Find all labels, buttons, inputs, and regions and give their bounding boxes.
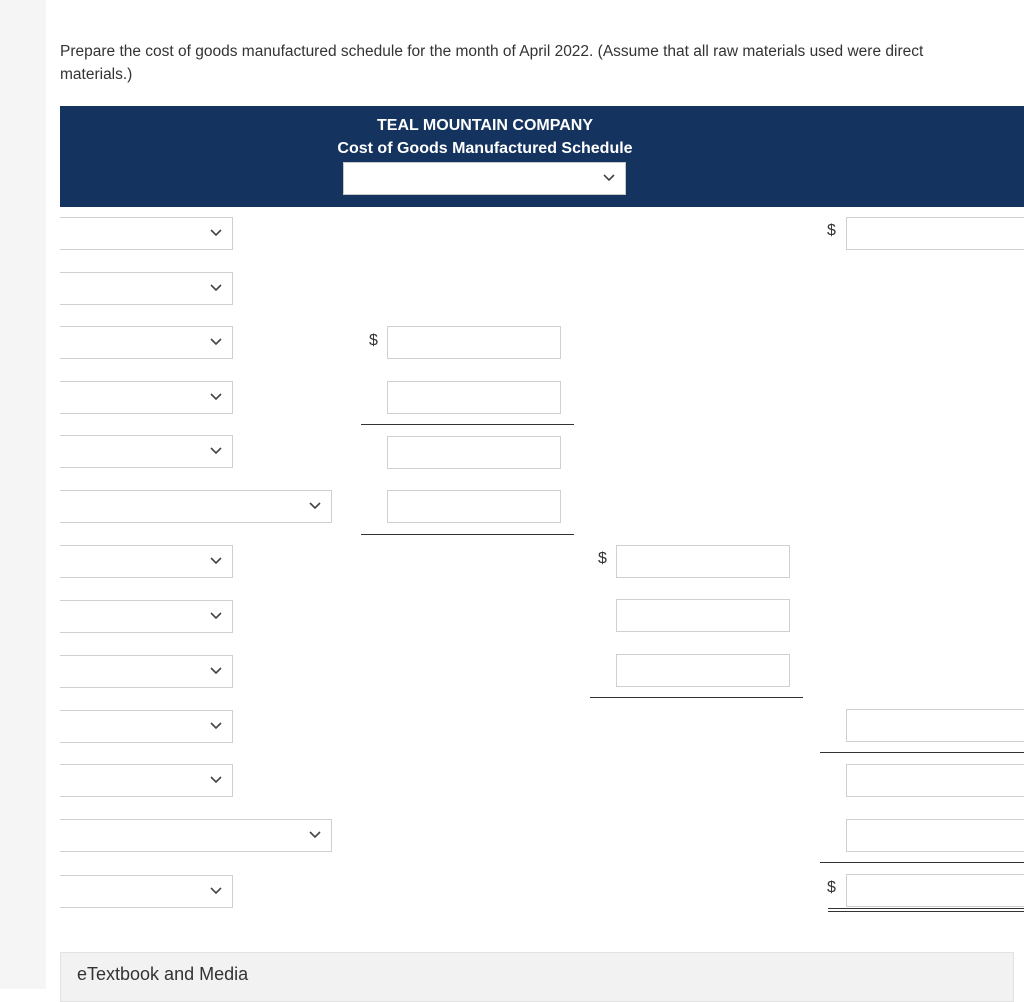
row-1-amount-input[interactable] — [846, 217, 1024, 250]
chevron-down-icon — [209, 335, 223, 349]
chevron-down-icon — [209, 773, 223, 787]
row-9-amount-input[interactable] — [616, 654, 790, 687]
row-10-amount-input[interactable] — [846, 709, 1024, 742]
row-4-amount-input[interactable] — [387, 381, 561, 414]
dollar-sign: $ — [369, 332, 378, 349]
chevron-down-icon — [209, 609, 223, 623]
row-4-account-select[interactable] — [60, 381, 233, 414]
row-8-amount-input[interactable] — [616, 599, 790, 632]
row-1-account-select[interactable] — [60, 217, 233, 250]
row-7-amount-input[interactable] — [616, 545, 790, 578]
row-13-amount-input[interactable] — [846, 874, 1024, 907]
row-5-amount-input[interactable] — [387, 436, 561, 469]
dollar-sign: $ — [598, 550, 607, 567]
left-sidebar — [0, 0, 46, 989]
subtotal-underline — [361, 534, 574, 535]
schedule-title: Cost of Goods Manufactured Schedule — [337, 140, 633, 157]
row-8-account-select[interactable] — [60, 600, 233, 633]
total-double-underline-bottom — [828, 911, 1024, 912]
row-2-account-select[interactable] — [60, 272, 233, 305]
chevron-down-icon — [209, 444, 223, 458]
subtotal-underline — [361, 424, 574, 425]
dollar-sign: $ — [827, 222, 836, 239]
chevron-down-icon — [209, 390, 223, 404]
chevron-down-icon — [209, 719, 223, 733]
chevron-down-icon — [209, 226, 223, 240]
period-select[interactable] — [343, 162, 626, 195]
subtotal-underline — [590, 697, 803, 698]
chevron-down-icon — [209, 664, 223, 678]
subtotal-underline — [820, 752, 1024, 753]
total-double-underline-top — [828, 908, 1024, 909]
instructions-text: Prepare the cost of goods manufactured schedule for the month of April 2022. (Assume that all raw materials used were direct materials.) — [60, 43, 924, 83]
etextbook-media-label: eTextbook and Media — [77, 964, 249, 984]
company-name: TEAL MOUNTAIN COMPANY — [377, 117, 593, 134]
chevron-down-icon — [602, 171, 616, 185]
row-3-account-select[interactable] — [60, 326, 233, 359]
row-12-amount-input[interactable] — [846, 819, 1024, 852]
subtotal-underline — [820, 862, 1024, 863]
row-9-account-select[interactable] — [60, 655, 233, 688]
row-3-amount-input[interactable] — [387, 326, 561, 359]
row-11-account-select[interactable] — [60, 764, 233, 797]
row-6-account-select[interactable] — [60, 490, 332, 523]
chevron-down-icon — [209, 554, 223, 568]
schedule-header — [60, 106, 1024, 207]
row-6-amount-input[interactable] — [387, 490, 561, 523]
chevron-down-icon — [308, 499, 322, 513]
row-12-account-select[interactable] — [60, 819, 332, 852]
etextbook-media-panel[interactable] — [60, 952, 1014, 1002]
chevron-down-icon — [209, 281, 223, 295]
chevron-down-icon — [308, 828, 322, 842]
row-5-account-select[interactable] — [60, 435, 233, 468]
row-13-account-select[interactable] — [60, 875, 233, 908]
row-10-account-select[interactable] — [60, 710, 233, 743]
row-11-amount-input[interactable] — [846, 764, 1024, 797]
chevron-down-icon — [209, 884, 223, 898]
dollar-sign: $ — [827, 879, 836, 896]
row-7-account-select[interactable] — [60, 545, 233, 578]
